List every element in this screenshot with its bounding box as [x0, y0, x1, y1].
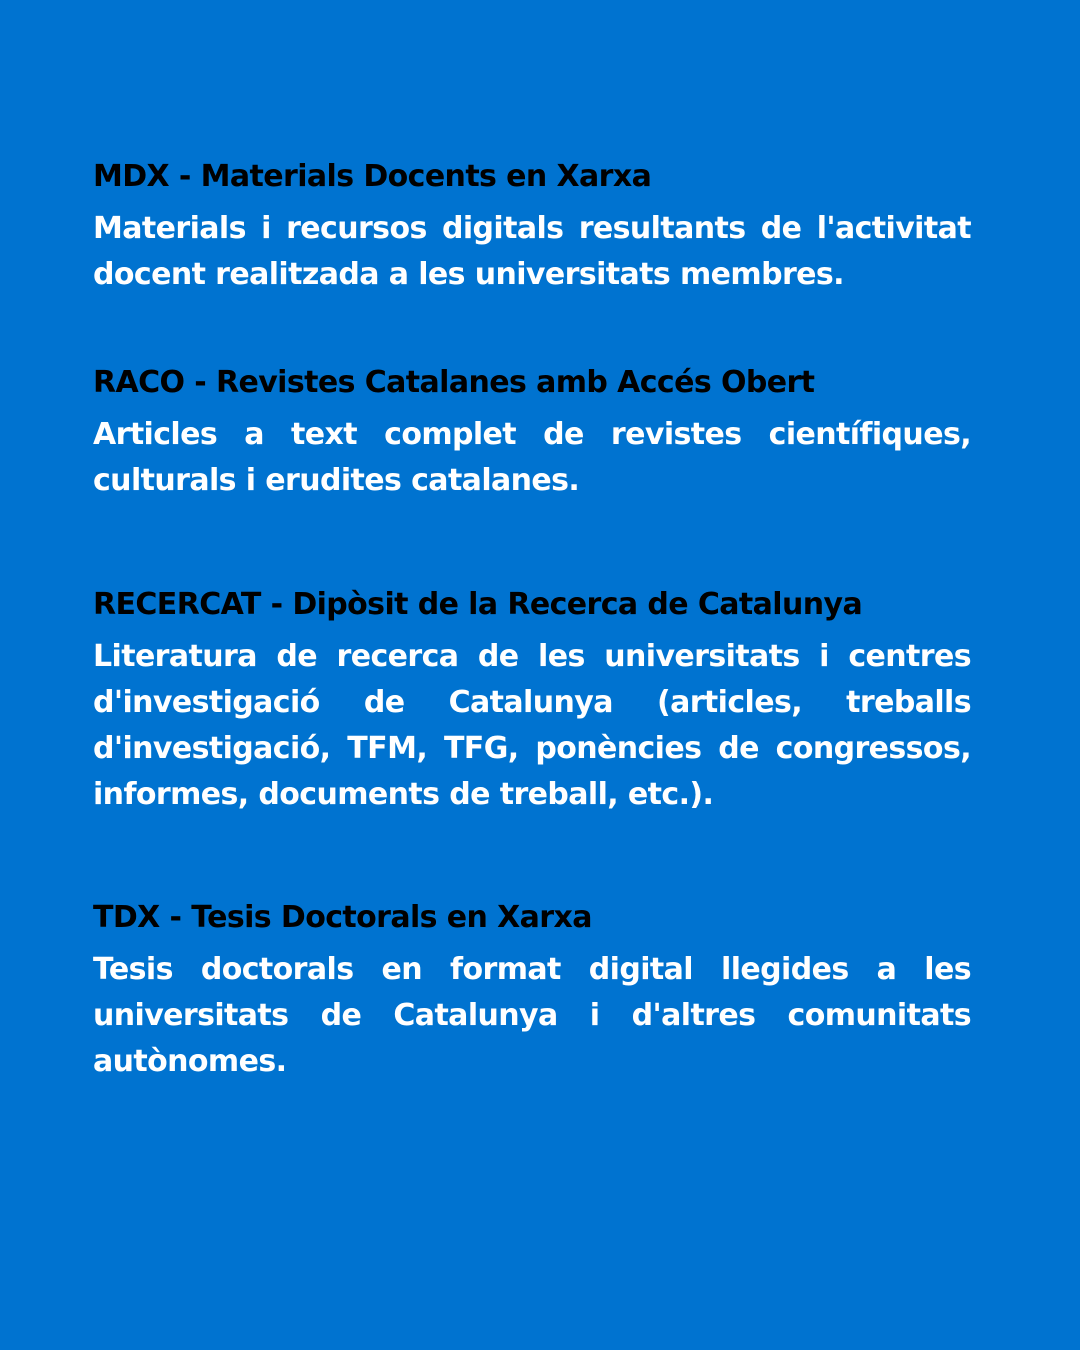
repository-entry-raco — [93, 362, 971, 504]
entry-title: MDX - Materials Docents en Xarxa — [93, 159, 652, 194]
entry-description: Materials i recursos digitals resultants de l'activitat docent realitzada a les universitats membres. — [93, 211, 971, 292]
entry-description: Tesis doctorals en format digital llegides a les universitats de Catalunya i d'altres comunitats autònomes. — [93, 952, 971, 1079]
entry-title: TDX - Tesis Doctorals en Xarxa — [93, 900, 592, 935]
repository-entry-recercat — [93, 584, 971, 818]
entry-title: RECERCAT - Dipòsit de la Recerca de Catalunya — [93, 587, 863, 622]
entry-title: RACO - Revistes Catalanes amb Accés Obert — [93, 365, 815, 400]
repository-entry-tdx — [93, 897, 971, 1085]
repository-entry-mdx — [93, 156, 971, 298]
entry-description: Articles a text complet de revistes científiques, culturals i erudites catalanes. — [93, 417, 971, 498]
entry-description: Literatura de recerca de les universitats i centres d'investigació de Catalunya (articles, treballs d'investigació, TFM, TFG, ponències de congressos, informes, documents de treball, etc.). — [93, 639, 971, 812]
